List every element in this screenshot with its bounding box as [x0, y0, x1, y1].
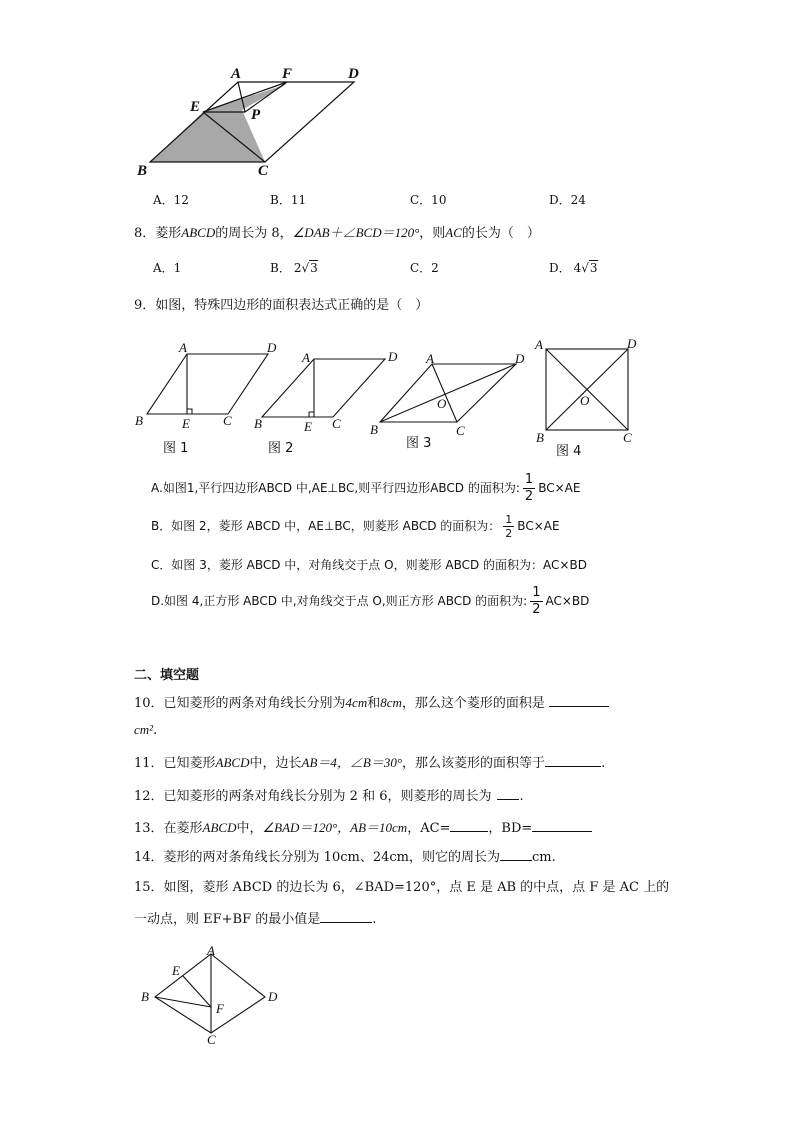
q8-option-a[interactable]: A．1 [153, 261, 182, 275]
q9-fig1-d: D [267, 340, 277, 355]
q9-fig2-d: D [388, 349, 398, 364]
q10-text-2: ，那么这个菱形的面积是 [401, 696, 545, 711]
q9-fig3-c: C [456, 423, 465, 438]
q9-fig1-caption: 图 1 [163, 441, 189, 456]
q7-label-a: A [231, 66, 242, 82]
q9-fig3-caption: 图 3 [406, 436, 432, 451]
q11-stem [134, 753, 605, 773]
q9-fig4-b: B [536, 430, 544, 445]
q9-fig2-caption: 图 2 [268, 441, 294, 456]
q9-option-c[interactable]: C．如图 3，菱形 ABCD 中，对角线交于点 O，则菱形 ABCD 的面积为：AC×BD [151, 558, 587, 572]
q10-unit-line [134, 721, 157, 740]
q9-figure-1 [140, 345, 280, 425]
q9-fig3-d: D [515, 351, 525, 366]
q9-figure-3 [370, 355, 530, 435]
q15-label-c: C [207, 1032, 216, 1047]
q9-option-b-text: B．如图 2，菱形 ABCD 中，AE⊥BC，则菱形 ABCD 的面积为： [151, 519, 501, 533]
q12-answer-blank[interactable] [497, 786, 519, 800]
q15-label-e: E [172, 963, 180, 978]
q7-option-a[interactable]: A．12 [153, 193, 189, 207]
q8-text-3: ，则 [419, 226, 446, 241]
frac-den: 2 [524, 488, 534, 504]
frac-den: 2 [532, 601, 541, 617]
frac-num: 1 [505, 512, 513, 526]
q9-fig2-a: A [302, 350, 310, 365]
q10-and: 和 [367, 696, 381, 711]
q8-stem [134, 224, 540, 243]
q7-label-c: C [258, 163, 269, 179]
q8-option-d[interactable] [549, 259, 598, 277]
q8-option-b-coef: 2 [293, 261, 302, 275]
section-title: 二、填空题 [134, 668, 200, 683]
q9-fig1-b: B [135, 413, 143, 428]
q13-shape: ABCD [202, 820, 237, 835]
q11-text-3: ，那么该菱形的面积等于 [402, 756, 546, 771]
q12-end: . [519, 789, 524, 804]
sqrt-icon: √ [301, 261, 310, 275]
frac-num: 1 [532, 584, 541, 600]
q15-figure [145, 945, 278, 1040]
q15-end: . [372, 912, 377, 927]
q9-fig3-o: O [437, 396, 447, 411]
q9-figure-4 [540, 345, 635, 435]
q8-option-d-coef: 4 [573, 261, 582, 275]
q11-text-2: 中，边长 [249, 756, 302, 771]
q9-fig2-b: B [254, 416, 262, 431]
q13-stem [134, 818, 592, 838]
q8-option-b-rad: 3 [310, 261, 318, 275]
q8-option-c[interactable]: C．2 [410, 261, 439, 275]
q7-shaded-region [150, 110, 265, 162]
q9-fig4-o: O [580, 393, 590, 408]
q9-option-b[interactable] [151, 508, 560, 544]
q13-condition: ∠BAD＝120°，AB＝10cm [262, 820, 408, 835]
sqrt-icon: √ [581, 261, 589, 275]
q10-text-1: 10．已知菱形的两条对角线长分别为 [134, 696, 346, 711]
q15-line-2 [134, 909, 376, 929]
frac-den: 2 [505, 526, 513, 540]
q8-ac: AC [445, 225, 462, 240]
q8-option-d-prefix: D． [549, 261, 571, 275]
q11-answer-blank[interactable] [545, 753, 601, 767]
q13-ac-blank[interactable] [450, 818, 488, 832]
q9-option-a-tail: BC×AE [538, 481, 581, 495]
q7-label-f: F [282, 66, 293, 82]
q9-option-d-frac [530, 585, 542, 618]
q9-fig4-c: C [623, 430, 632, 445]
q12-text: 12．已知菱形的两条对角线长分别为 2 和 6，则菱形的周长为 [134, 789, 492, 804]
q8-text-2: 的周长为 8， [215, 226, 293, 241]
q9-option-a[interactable] [151, 469, 580, 507]
q9-option-d[interactable] [151, 582, 589, 620]
q9-fig1-e: E [182, 416, 190, 431]
q7-label-b: B [137, 163, 148, 179]
q14-stem [134, 847, 556, 867]
q15-text: 一动点，则 EF+BF 的最小值是 [134, 912, 321, 927]
q9-fig1-a: A [179, 340, 187, 355]
q15-label-a: A [207, 943, 215, 958]
q13-text-3: ，AC= [407, 821, 451, 836]
q10-unit: cm² [134, 722, 154, 737]
q11-end: . [601, 756, 606, 771]
q9-fig1-c: C [223, 413, 232, 428]
q9-fig2-e: E [304, 419, 312, 434]
frac-num: 1 [524, 471, 534, 487]
q8-option-b-prefix: B． [270, 261, 291, 275]
q10-value-2: 8cm [380, 695, 402, 710]
q15-answer-blank[interactable] [320, 909, 372, 923]
q9-fig4-caption: 图 4 [556, 444, 582, 459]
q7-option-d[interactable]: D．24 [549, 193, 586, 207]
q9-option-d-tail: AC×BD [545, 594, 590, 608]
q13-text-2: 中， [236, 821, 263, 836]
q14-unit: cm. [531, 850, 556, 865]
q9-fig3-b: B [370, 422, 378, 437]
q9-option-b-frac [503, 513, 514, 540]
q15-line-1: 15．如图，菱形 ABCD 的边长为 6，∠BAD=120°，点 E 是 AB 的中点，点 F 是 AC 上的 [134, 880, 670, 895]
q13-bd-blank[interactable] [532, 818, 592, 832]
q11-text-1: 11．已知菱形 [134, 756, 216, 771]
q11-condition: AB＝4，∠B＝30° [301, 755, 403, 770]
q8-angle-expr: ∠DAB＋∠BCD＝120° [292, 225, 420, 240]
q15-label-f: F [216, 1001, 224, 1016]
q9-option-a-frac [523, 472, 535, 505]
q7-option-c[interactable]: C．10 [410, 193, 447, 207]
q13-text-1: 13．在菱形 [134, 821, 203, 836]
q9-option-d-text: D.如图 4,正方形 ABCD 中,对角线交于点 O,则正方形 ABCD 的面积为: [151, 594, 528, 608]
q9-fig2-c: C [332, 416, 341, 431]
q15-label-d: D [268, 989, 278, 1004]
q8-option-d-rad: 3 [589, 261, 598, 275]
q9-stem: 9．如图，特殊四边形的面积表达式正确的是（ ） [134, 298, 429, 313]
q13-text-4: ，BD= [488, 821, 533, 836]
q8-number: 8． [134, 226, 156, 241]
q9-option-b-tail: BC×AE [517, 519, 560, 533]
q7-label-d: D [348, 66, 359, 82]
q8-text-4: 的长为（ ） [461, 226, 540, 241]
q11-shape: ABCD [215, 755, 250, 770]
q14-answer-blank[interactable] [500, 847, 532, 861]
q10-stem [134, 693, 609, 713]
q8-shape: ABCD [181, 225, 216, 240]
q10-answer-blank[interactable] [549, 693, 609, 707]
q15-label-b: B [141, 989, 149, 1004]
q7-label-e: E [190, 99, 201, 115]
q9-fig4-d: D [627, 336, 637, 351]
q8-option-b[interactable] [270, 259, 318, 277]
q14-text: 14．菱形的两对条角线长分别为 10cm、24cm，则它的周长为 [134, 850, 500, 865]
q9-fig4-a: A [535, 337, 543, 352]
q8-text-1: 菱形 [155, 226, 182, 241]
q7-option-b[interactable]: B．11 [270, 193, 307, 207]
q7-label-p: P [251, 107, 261, 123]
q10-value-1: 4cm [345, 695, 368, 710]
q9-fig3-a: A [426, 351, 434, 366]
q12-stem [134, 786, 524, 806]
q10-end: . [153, 723, 158, 738]
q9-option-a-text: A.如图1,平行四边形ABCD 中,AE⊥BC,则平行四边形ABCD 的面积为: [151, 481, 520, 495]
